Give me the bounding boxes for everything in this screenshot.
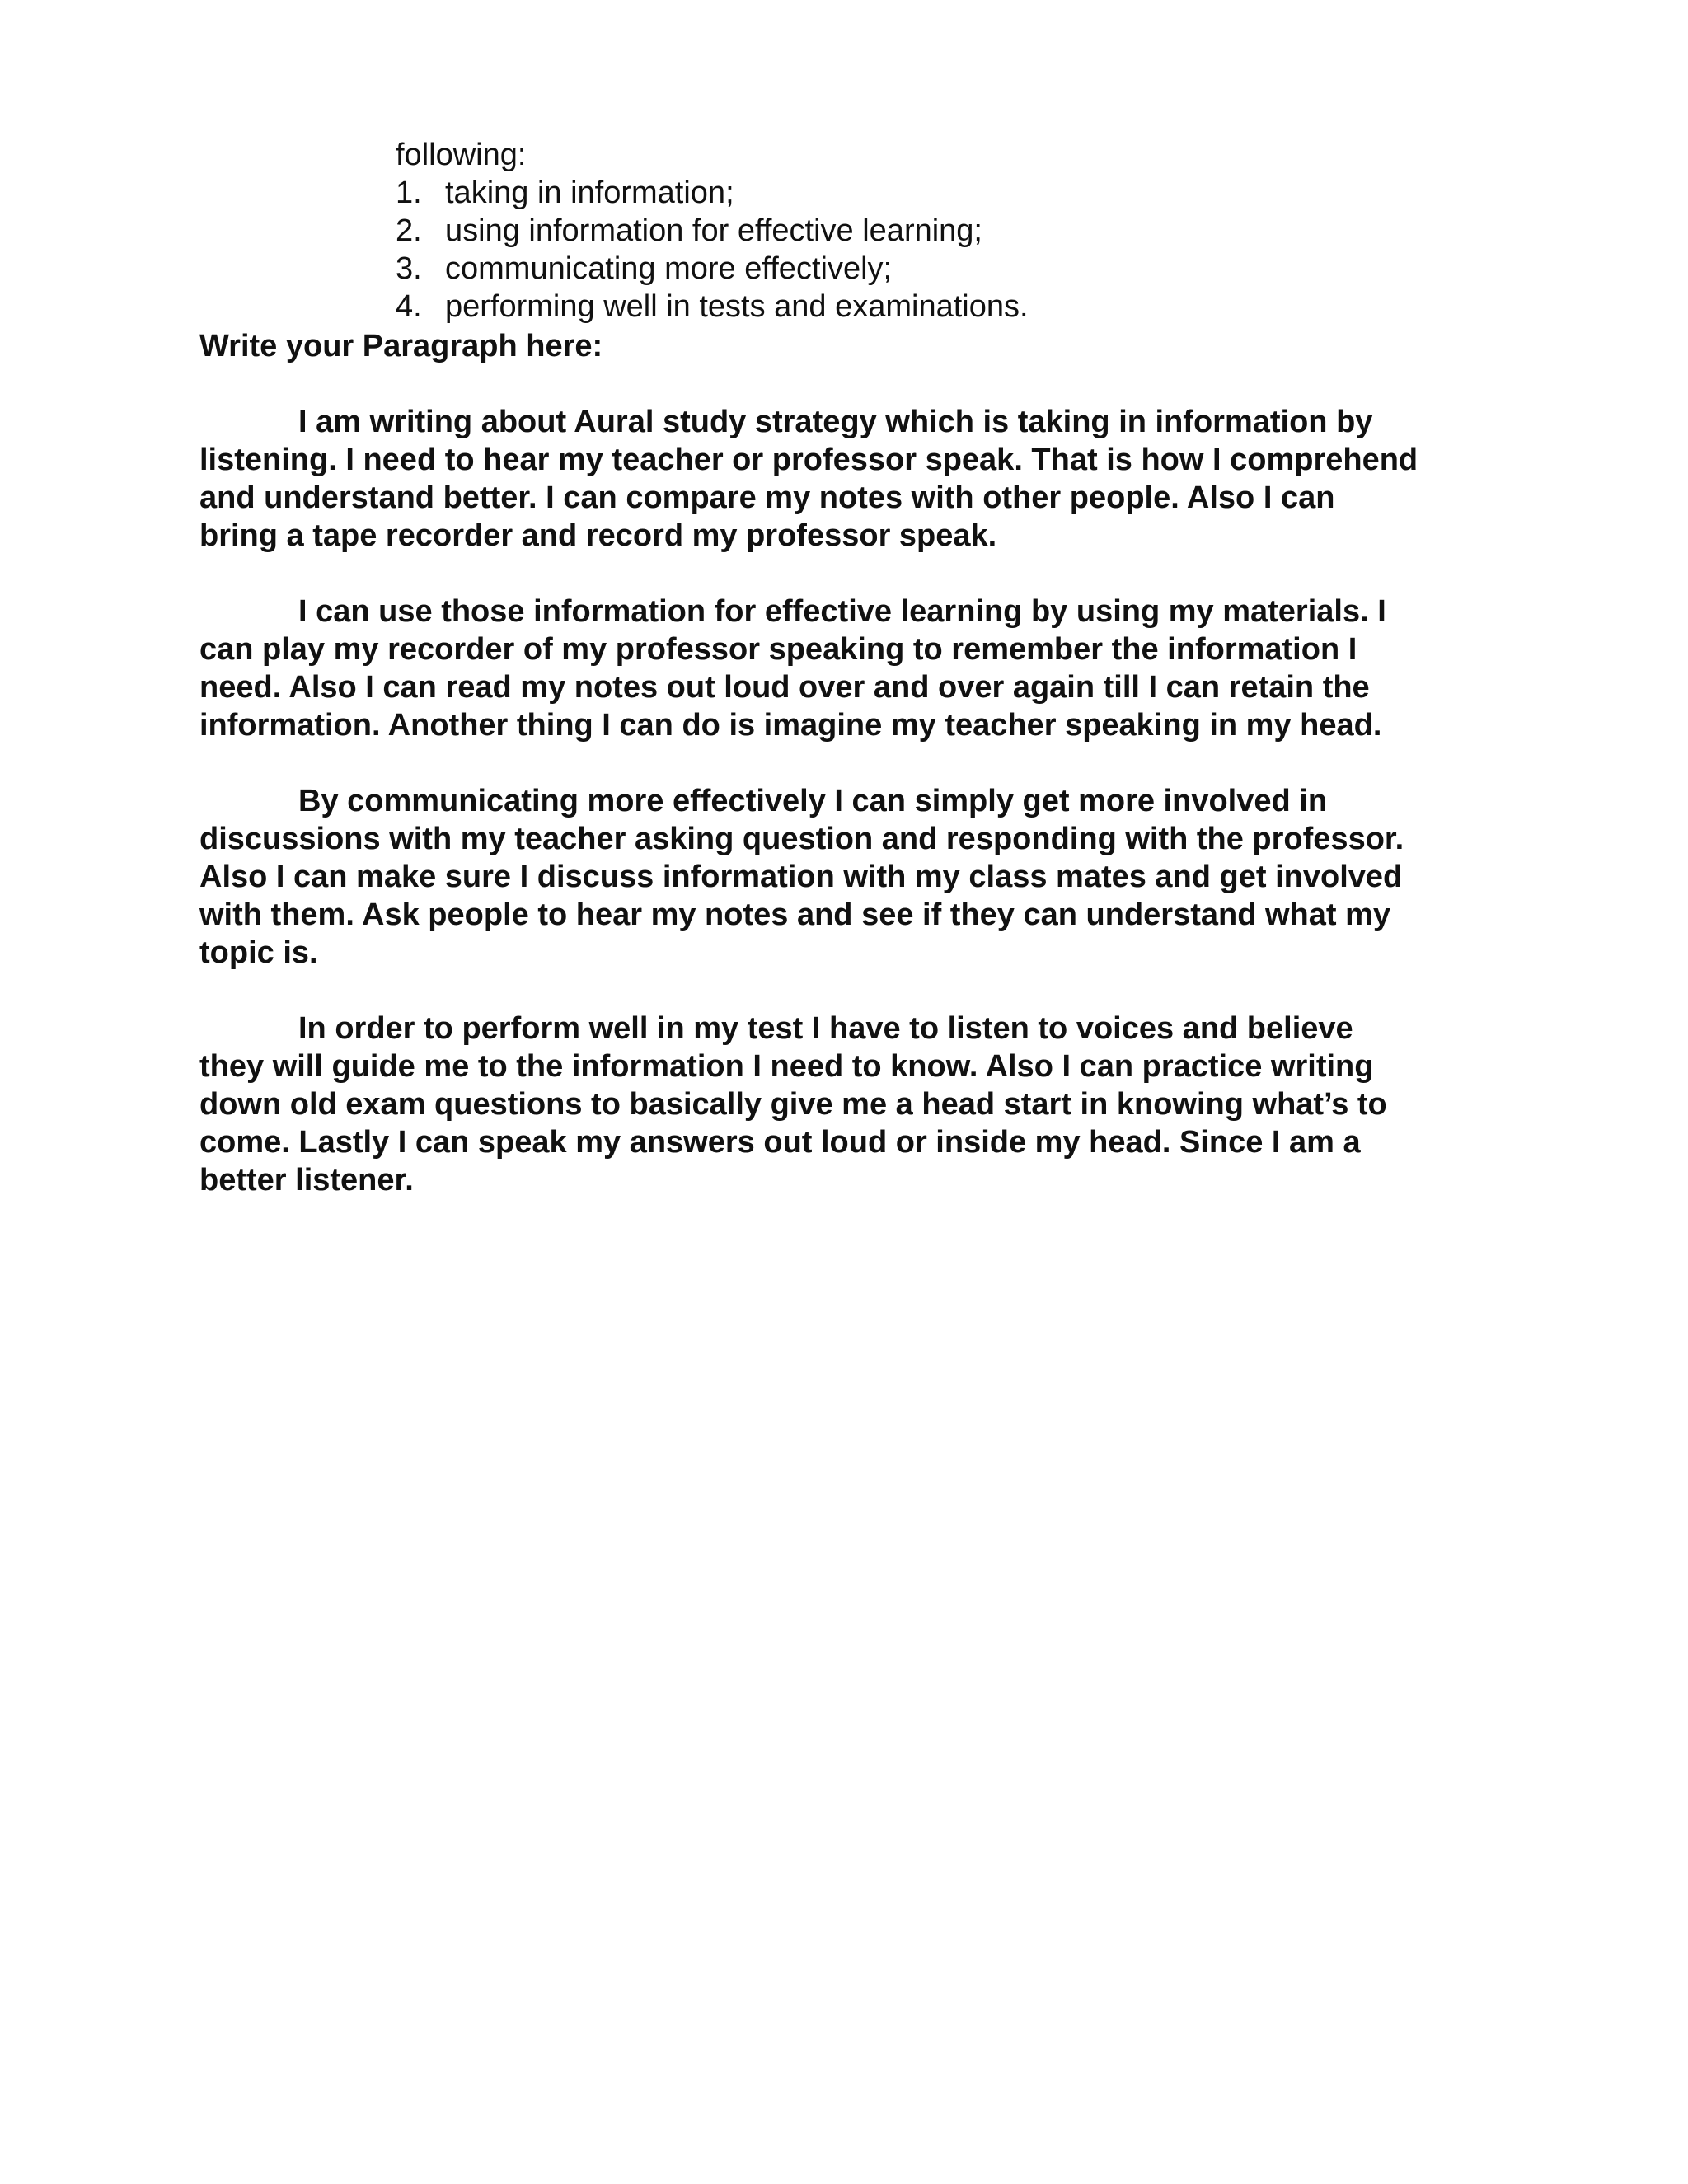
paragraph-line: Also I can make sure I discuss information with my class mates and get involved <box>199 860 1403 894</box>
paragraph-line: bring a tape recorder and record my professor speak. <box>199 518 997 553</box>
paragraph-line: I am writing about Aural study strategy which is taking in information by <box>298 405 1373 439</box>
paragraph-line: listening. I need to hear my teacher or professor speak. That is how I comprehend <box>199 443 1418 477</box>
paragraph-line: with them. Ask people to hear my notes and see if they can understand what my <box>199 898 1391 932</box>
essay-paragraph <box>199 593 1493 744</box>
paragraph-line: topic is. <box>199 935 318 970</box>
essay-paragraph <box>199 782 1493 972</box>
intro-section <box>396 136 1550 326</box>
paragraph-line: and understand better. I can compare my notes with other people. Also I can <box>199 480 1335 515</box>
paragraph-line: information. Another thing I can do is imagine my teacher speaking in my head. <box>199 708 1382 743</box>
paragraph-line: In order to perform well in my test I have to listen to voices and believe <box>298 1011 1353 1046</box>
list-item-text: using information for effective learning; <box>445 213 982 248</box>
list-item-number: 2. <box>396 213 422 248</box>
essay-paragraph <box>199 1010 1493 1199</box>
essay-body <box>199 403 1493 1237</box>
list-item <box>396 250 1550 288</box>
paragraph-line: By communicating more effectively I can simply get more involved in <box>298 784 1328 818</box>
paragraph-heading: Write your Paragraph here: <box>199 329 603 363</box>
paragraph-line: better listener. <box>199 1163 414 1197</box>
paragraph-line: I can use those information for effective learning by using my materials. I <box>298 594 1386 629</box>
list-item-number: 1. <box>396 176 422 210</box>
list-item-text: communicating more effectively; <box>445 251 893 286</box>
list-item <box>396 212 1550 250</box>
intro-lead: following: <box>396 138 527 172</box>
list-item-text: performing well in tests and examinations. <box>445 289 1029 324</box>
list-item-number: 4. <box>396 289 422 324</box>
paragraph-line: they will guide me to the information I need to know. Also I can practice writing <box>199 1049 1374 1084</box>
essay-paragraph <box>199 403 1493 555</box>
paragraph-line: down old exam questions to basically give me a head start in knowing what’s to <box>199 1087 1387 1122</box>
paragraph-line: need. Also I can read my notes out loud over and over again till I can retain the <box>199 670 1370 705</box>
list-item-text: taking in information; <box>445 176 734 210</box>
strategy-list <box>396 174 1550 326</box>
list-item-number: 3. <box>396 251 422 286</box>
paragraph-line: come. Lastly I can speak my answers out loud or inside my head. Since I am a <box>199 1125 1361 1160</box>
list-item <box>396 288 1550 326</box>
paragraph-line: discussions with my teacher asking question and responding with the professor. <box>199 822 1404 856</box>
paragraph-line: can play my recorder of my professor speaking to remember the information I <box>199 632 1357 667</box>
list-item <box>396 174 1550 212</box>
